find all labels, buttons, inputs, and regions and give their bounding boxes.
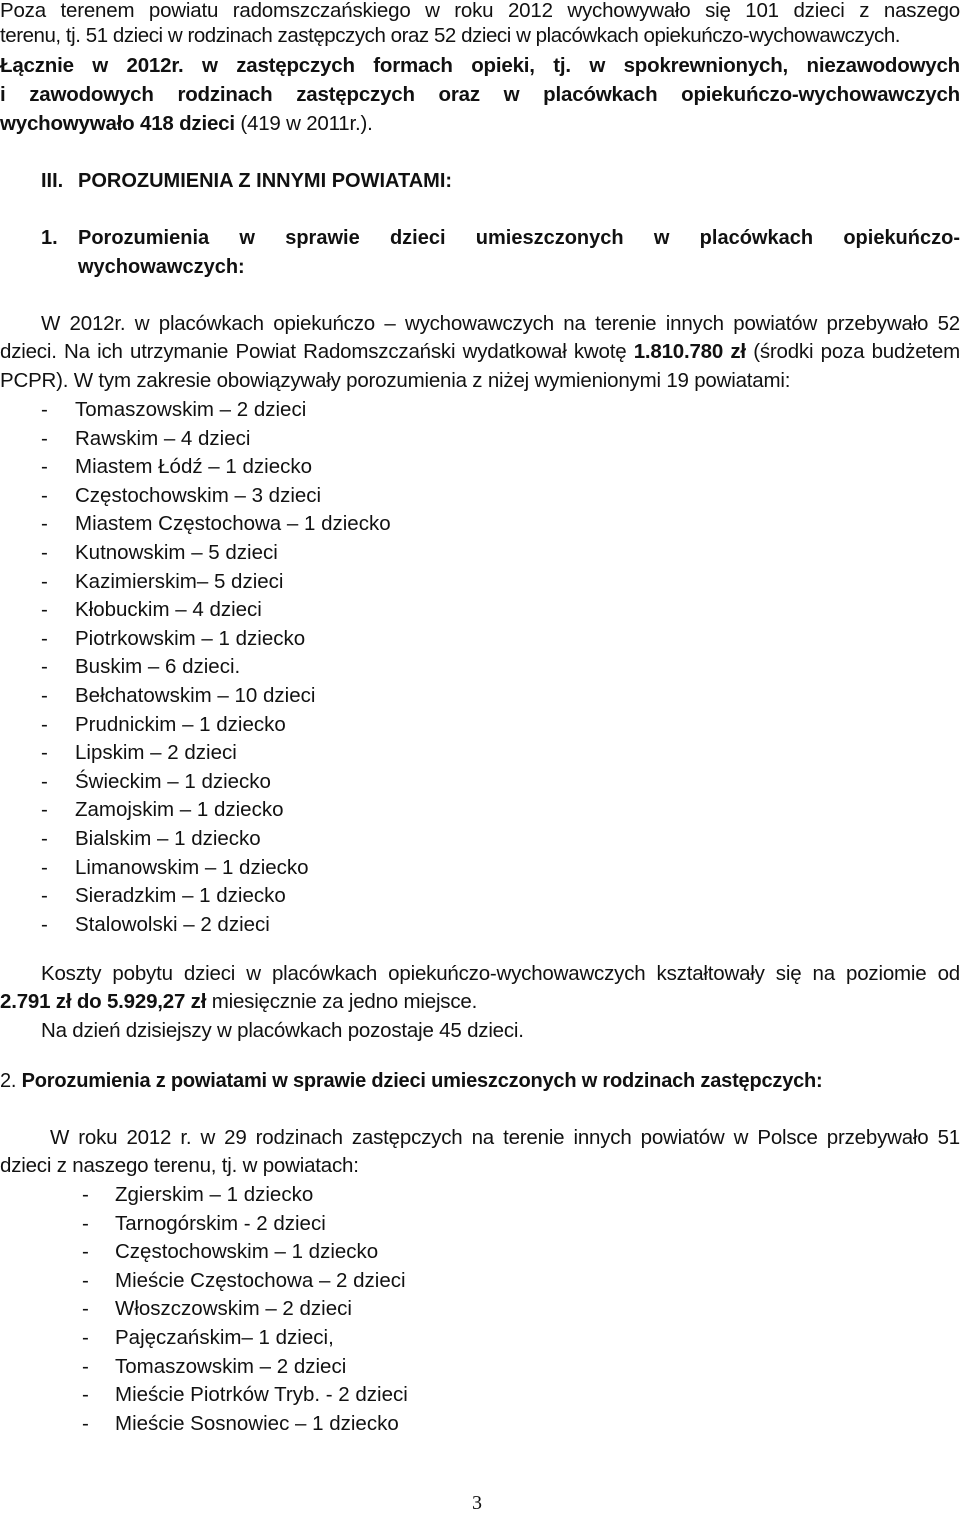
cost-range-rest: miesięcznie za jedno miejsce. <box>206 990 478 1013</box>
list-item <box>41 453 312 481</box>
sub1-title-line-2: wychowawczych: <box>78 256 245 278</box>
section-number: III. <box>41 170 64 192</box>
list-item-text: Kłobuckim – 4 dzieci <box>75 598 262 622</box>
list-bullet: - <box>41 769 48 793</box>
list-bullet: - <box>41 426 48 450</box>
intro-line-4: i zawodowych rodzinach zastępczych oraz w placówkach opiekuńczo-wychowawczych <box>0 83 960 106</box>
intro-line-1: Poza terenem powiatu radomszczańskiego w roku 2012 wychowywało się 101 dzieci z naszego <box>0 0 960 22</box>
list-bullet: - <box>82 1240 89 1264</box>
list-item-text: Sieradzkim – 1 dziecko <box>75 884 286 908</box>
sub1-amount-post: (środki poza budżetem <box>745 340 960 363</box>
list-item <box>41 596 262 624</box>
list-item-text: Mieście Częstochowa – 2 dzieci <box>115 1268 406 1292</box>
list-item <box>41 682 315 710</box>
list-bullet: - <box>41 855 48 879</box>
list-bullet: - <box>41 741 48 765</box>
list-bullet: - <box>82 1354 89 1378</box>
sub1-paragraph-line-2 <box>0 338 960 366</box>
list-item-text: Mieście Piotrków Tryb. - 2 dzieci <box>115 1383 408 1407</box>
list-bullet: - <box>41 798 48 822</box>
list-item-text: Pajęczańskim– 1 dzieci, <box>115 1326 334 1349</box>
list-item-text: Limanowskim – 1 dziecko <box>75 855 309 879</box>
sub1-title-line-1: Porozumienia w sprawie dzieci umieszczonych w placówkach opiekuńczo- <box>78 227 960 249</box>
list-item-text: Częstochowskim – 1 dziecko <box>115 1240 379 1264</box>
list-item-text: Lipskim – 2 dzieci <box>75 741 237 765</box>
list-bullet: - <box>41 569 48 593</box>
list-item-text: Bialskim – 1 dziecko <box>75 827 261 850</box>
list-bullet: - <box>82 1268 89 1292</box>
list-item <box>41 739 237 767</box>
list-item <box>41 482 321 510</box>
list-item <box>41 625 305 653</box>
intro-line-5 <box>0 110 373 138</box>
sub2-heading <box>0 1067 823 1095</box>
intro-total-bold: wychowywało 418 dzieci <box>0 112 235 135</box>
list-item-text: Kutnowskim – 5 dzieci <box>75 541 278 564</box>
list-item <box>41 911 270 939</box>
list-item-text: Stalowolski – 2 dzieci <box>75 912 270 936</box>
list-item-text: Tomaszowskim – 2 dzieci <box>75 398 307 421</box>
sub2-paragraph-line-1: W roku 2012 r. w 29 rodzinach zastępczych na terenie innych powiatów w Polsce przebywało 51 <box>50 1126 960 1149</box>
list-item-text: Buskim – 6 dzieci. <box>75 655 241 679</box>
list-item <box>41 796 283 824</box>
list-item <box>82 1353 346 1381</box>
list-item-text: Zgierskim – 1 dziecko <box>115 1183 314 1206</box>
list-item-text: Mieście Sosnowiec – 1 dziecko <box>115 1411 399 1435</box>
list-bullet: - <box>41 626 48 650</box>
list-item <box>82 1381 408 1409</box>
page-number: 3 <box>472 1492 482 1514</box>
list-bullet: - <box>41 884 48 908</box>
list-bullet: - <box>82 1326 89 1349</box>
list-item <box>41 539 278 567</box>
section-title: POROZUMIENIA Z INNYMI POWIATAMI: <box>78 170 453 192</box>
sub2-paragraph-line-2: dzieci z naszego terenu, tj. w powiatach: <box>0 1154 359 1177</box>
list-item <box>41 510 391 538</box>
list-item <box>41 711 286 739</box>
cost-range: 2.791 zł do 5.929,27 zł <box>0 990 207 1013</box>
list-item <box>82 1267 406 1295</box>
list-item <box>41 396 306 424</box>
remaining-children: Na dzień dzisiejszy w placówkach pozostaje 45 dzieci. <box>41 1019 524 1042</box>
cost-line-2 <box>0 988 477 1016</box>
list-item <box>82 1210 326 1238</box>
list-item-text: Tarnogórskim - 2 dzieci <box>115 1211 326 1235</box>
list-item-text: Częstochowskim – 3 dzieci <box>75 483 322 507</box>
list-item-text: Prudnickim – 1 dziecko <box>75 712 286 736</box>
sub1-number: 1. <box>41 227 58 249</box>
sub2-number: 2. <box>0 1070 17 1092</box>
list-bullet: - <box>82 1383 89 1407</box>
list-bullet: - <box>41 541 48 564</box>
list-item <box>82 1181 313 1209</box>
list-item-text: Piotrkowskim – 1 dziecko <box>75 626 306 650</box>
list-item <box>41 882 286 910</box>
sub2-title: Porozumienia z powiatami w sprawie dzieci umieszczonych w rodzinach zastępczych: <box>21 1070 823 1092</box>
list-item <box>41 653 240 681</box>
sub1-paragraph-line-3: PCPR). W tym zakresie obowiązywały porozumienia z niżej wymienionymi 19 powiatami: <box>0 369 791 392</box>
list-item-text: Bełchatowskim – 10 dzieci <box>75 684 316 707</box>
list-item-text: Włoszczowskim – 2 dzieci <box>115 1297 352 1321</box>
list-item <box>82 1295 352 1323</box>
list-item <box>82 1238 378 1266</box>
list-bullet: - <box>82 1411 89 1435</box>
list-item-text: Miastem Częstochowa – 1 dziecko <box>75 512 391 536</box>
sub1-paragraph-line-1: W 2012r. w placówkach opiekuńczo – wychowawczych na terenie innych powiatów przebywało 52 <box>41 312 960 335</box>
list-bullet: - <box>41 598 48 622</box>
list-bullet: - <box>41 483 48 507</box>
list-item-text: Zamojskim – 1 dziecko <box>75 798 284 822</box>
intro-total-rest: (419 w 2011r.). <box>234 112 373 135</box>
list-bullet: - <box>82 1211 89 1235</box>
list-item <box>41 825 261 853</box>
list-item-text: Tomaszowskim – 2 dzieci <box>115 1354 347 1378</box>
list-item <box>41 425 250 453</box>
list-bullet: - <box>41 712 48 736</box>
sub1-amount-pre: dzieci. Na ich utrzymanie Powiat Radomszczański wydatkował kwotę <box>0 340 634 363</box>
list-item-text: Miastem Łódź – 1 dziecko <box>75 455 313 479</box>
list-bullet: - <box>82 1297 89 1321</box>
sub1-amount: 1.810.780 zł <box>633 340 746 363</box>
list-item <box>41 568 283 596</box>
list-item-text: Świeckim – 1 dziecko <box>75 769 271 793</box>
list-item <box>82 1324 334 1352</box>
list-bullet: - <box>41 684 48 707</box>
list-item <box>41 768 271 796</box>
list-item-text: Kazimierskim– 5 dzieci <box>75 569 284 593</box>
list-bullet: - <box>41 912 48 936</box>
list-bullet: - <box>41 827 48 850</box>
list-item <box>82 1410 399 1438</box>
list-bullet: - <box>41 512 48 536</box>
list-bullet: - <box>82 1183 89 1206</box>
list-bullet: - <box>41 655 48 679</box>
list-item-text: Rawskim – 4 dzieci <box>75 426 251 450</box>
list-bullet: - <box>41 398 48 421</box>
list-item <box>41 854 309 882</box>
intro-line-2: terenu, tj. 51 dzieci w rodzinach zastępczych oraz 52 dzieci w placówkach opiekuńczo-wychowawczych. <box>0 24 901 47</box>
list-bullet: - <box>41 455 48 479</box>
cost-line-1: Koszty pobytu dzieci w placówkach opiekuńczo-wychowawczych kształtowały się na poziomie od <box>41 962 960 985</box>
intro-line-3: Łącznie w 2012r. w zastępczych formach opieki, tj. w spokrewnionych, niezawodowych <box>0 54 960 77</box>
